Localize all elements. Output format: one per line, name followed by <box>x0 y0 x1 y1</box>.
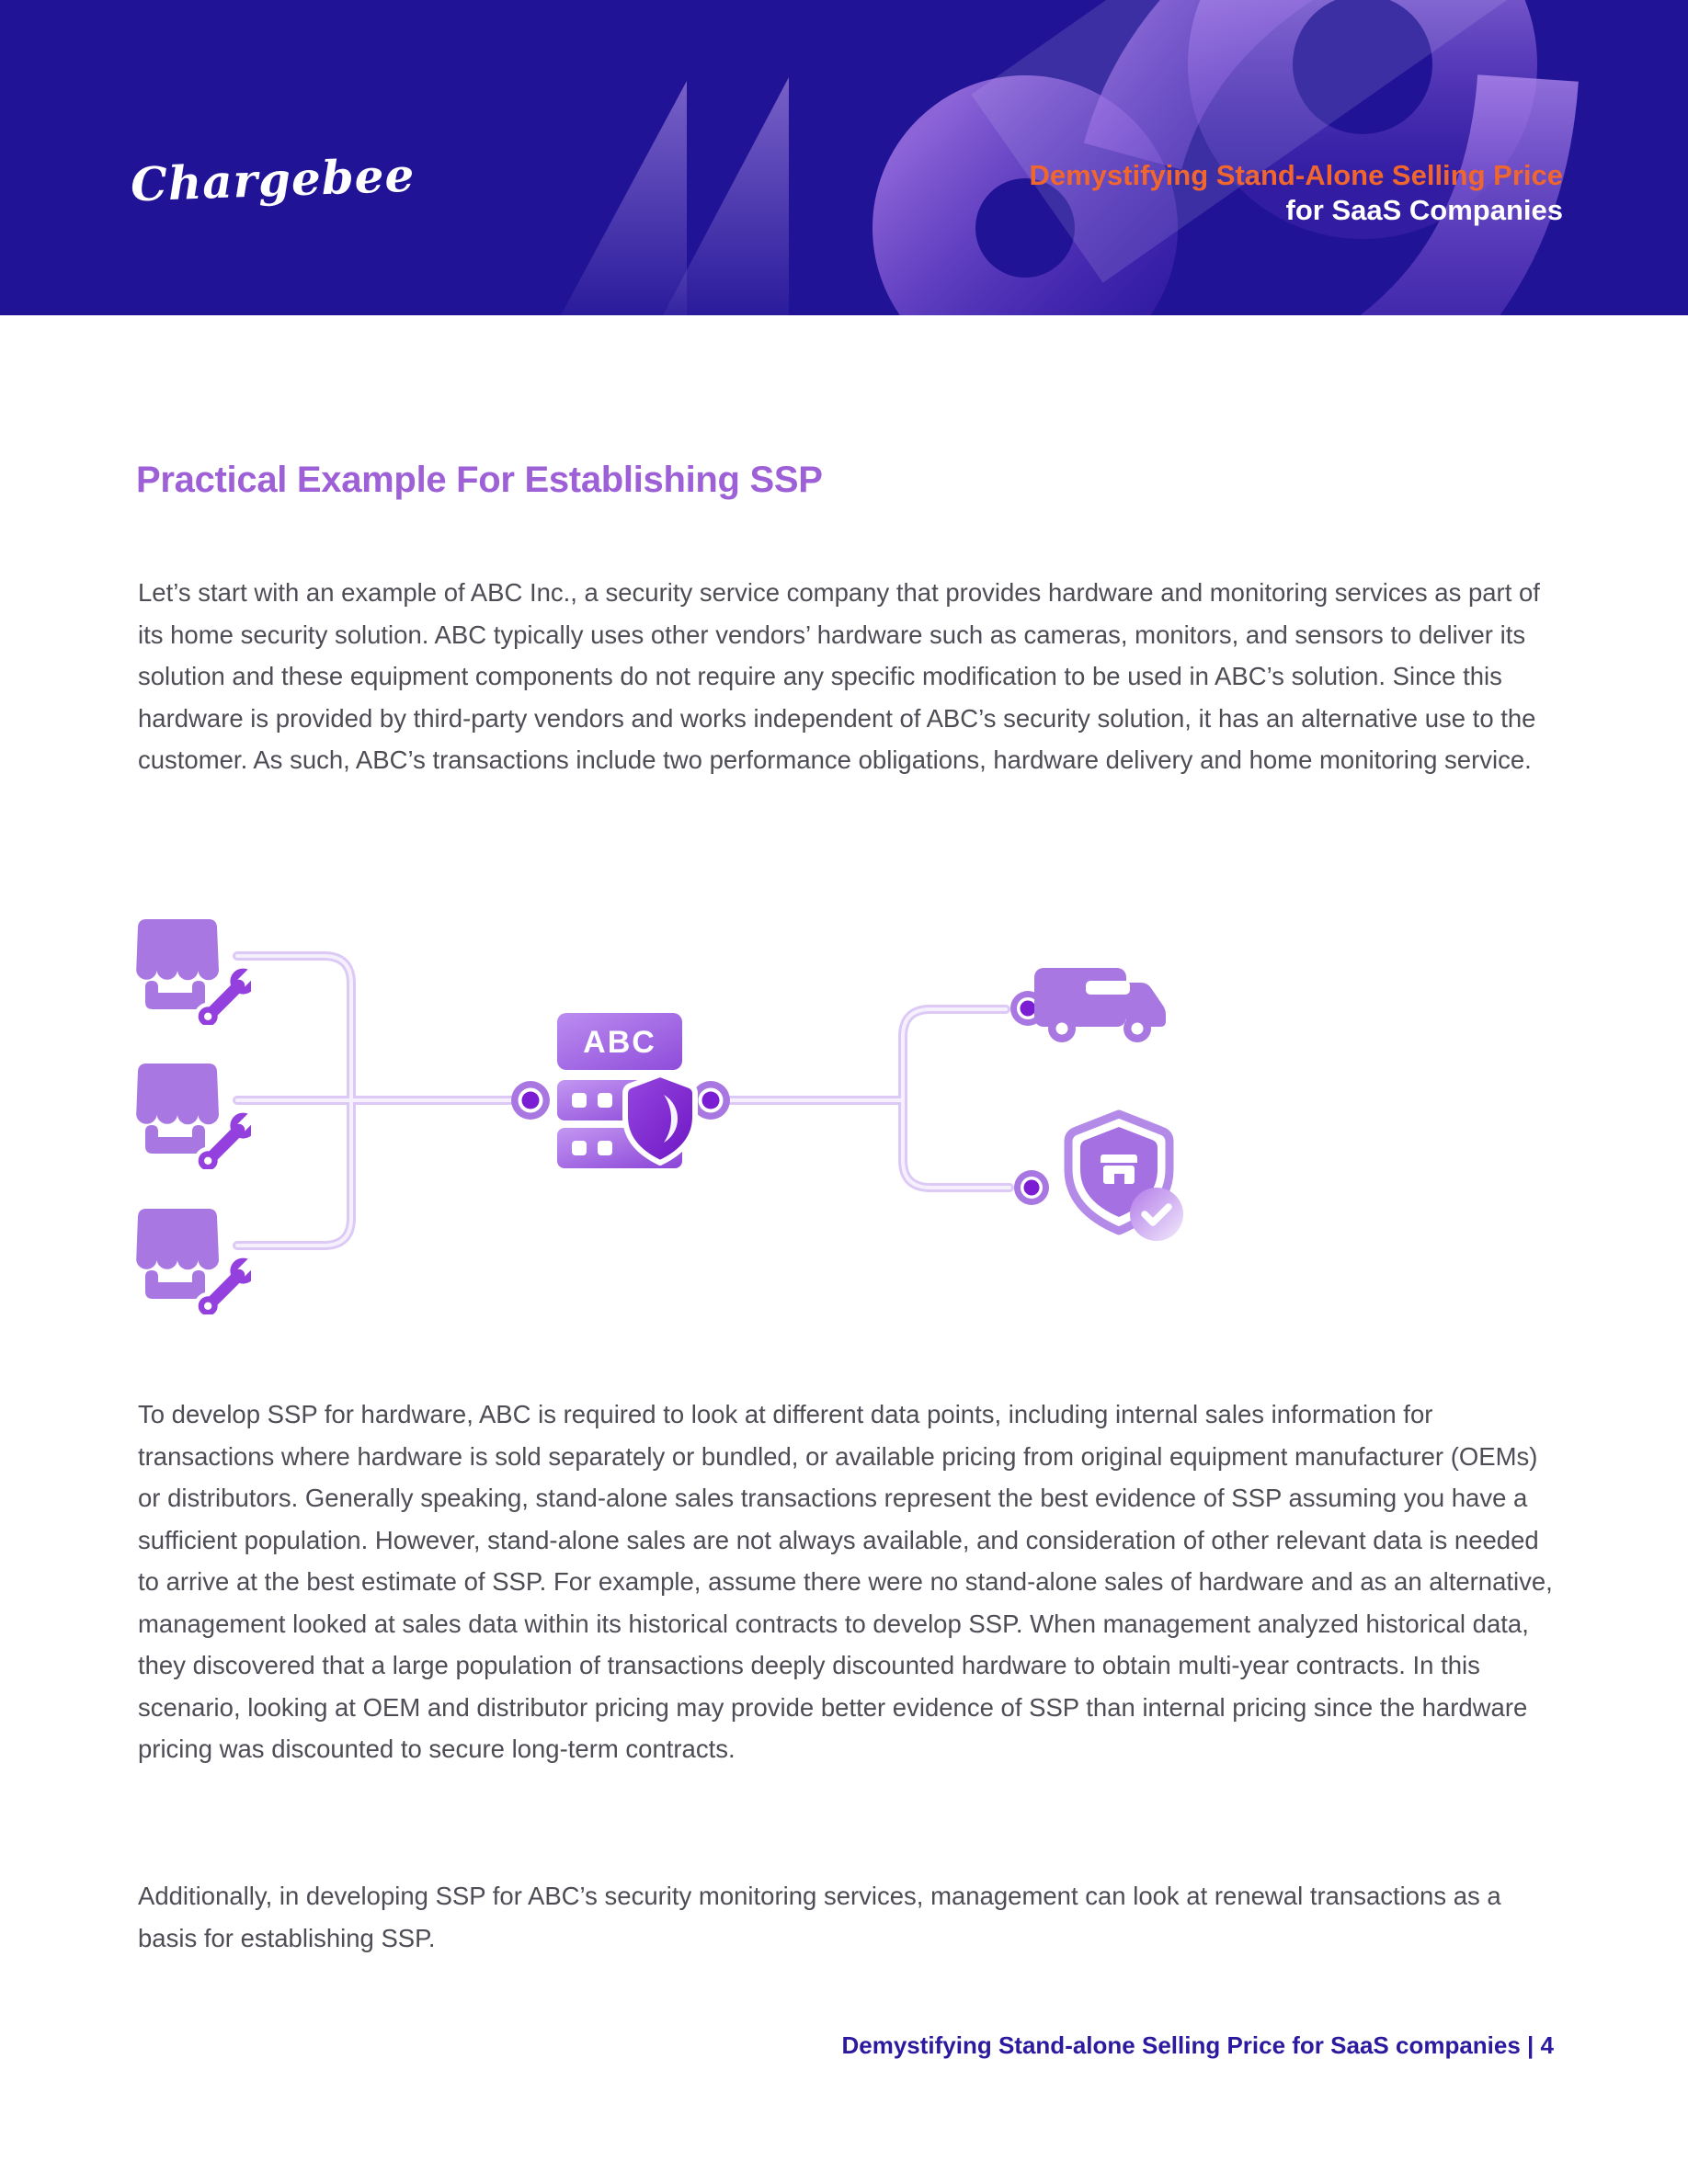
abc-server-shield-icon <box>557 1013 695 1168</box>
paragraph-intro: Let’s start with an example of ABC Inc., a security service company that provides hardware and monitoring services as part of its home security solution. ABC typically uses other vendors’ hardware such as cameras, monitors, and sensors to deliver its solution and these equipment components do not require any specific modification to be used in ABC’s solution. Since this hardware is provided by third-party vendors and works independent of ABC’s security solution, it has an alternative use to the customer. As such, ABC’s transactions include two performance obligations, hardware delivery and home monitoring service. <box>138 578 1540 774</box>
chargebee-logo: Chargebee <box>130 147 416 212</box>
paragraph-develop-ssp: To develop SSP for hardware, ABC is required to look at different data points, including internal sales information for transactions where hardware is sold separately or bundled, or available pricing from original equipment manufacturer (OEMs) or distributors. Generally speaking, stand-alone sales transactions represent the best evidence of SSP assuming you have a sufficient population. However, stand-alone sales are not always available, and consideration of other relevant data is needed to arrive at the best estimate of SSP. For example, assume there were no stand-alone sales of hardware and as an alternative, management looked at sales data within its historical contracts to develop SSP. When management analyzed historical data, they discovered that a large population of transactions deeply discounted hardware to obtain multi-year contracts. In this scenario, looking at OEM and distributor pricing may provide better evidence of SSP than internal pricing since the hardware pricing was discounted to secure long-term contracts. <box>138 1400 1553 1763</box>
ssp-diagram <box>129 896 1214 1356</box>
header-title-line1: Demystifying Stand-Alone Selling Price <box>1029 159 1563 191</box>
footer-page-label: Demystifying Stand-alone Selling Price for SaaS companies | 4 <box>841 2031 1554 2059</box>
header-title-line2: for SaaS Companies <box>1285 194 1563 226</box>
header-banner <box>0 0 1688 315</box>
page-title: Practical Example For Establishing SSP <box>136 460 823 500</box>
abc-label: ABC <box>583 1025 656 1060</box>
storefront-wrench-icon <box>136 1209 265 1322</box>
decor-triangle <box>561 81 687 315</box>
delivery-truck-icon <box>1034 968 1166 1042</box>
storefront-wrench-icon <box>136 919 265 1032</box>
header-title <box>1029 158 1563 228</box>
paragraph-monitoring-ssp: Additionally, in developing SSP for ABC’s security monitoring services, management can look at renewal transactions as a basis for establishing SSP. <box>138 1882 1501 1952</box>
connector-dot <box>1014 1170 1049 1205</box>
storefront-wrench-icon <box>136 1064 265 1177</box>
shield-storefront-check-icon <box>1068 1114 1183 1241</box>
connector-dot <box>511 1081 550 1120</box>
